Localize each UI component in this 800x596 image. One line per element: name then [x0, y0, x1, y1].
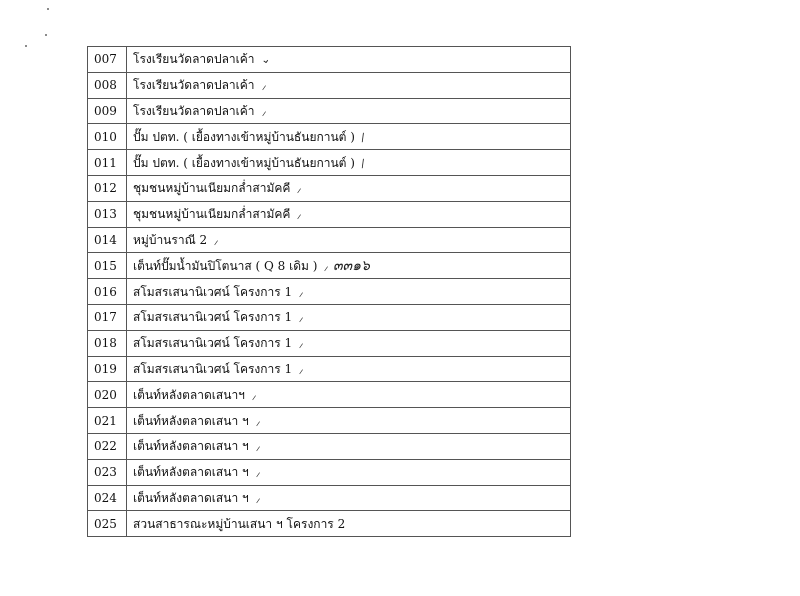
- row-code: 016: [88, 279, 127, 305]
- handwritten-check-mark: ⸝: [259, 104, 268, 119]
- row-description: เต็นท์หลังตลาดเสนา ฯ: [133, 439, 249, 454]
- handwritten-check-mark: ∕: [359, 156, 366, 170]
- handwritten-check-mark: ⸝: [253, 491, 262, 506]
- row-description: สโมสรเสนานิเวศน์ โครงการ 1: [133, 284, 293, 299]
- row-code: 022: [88, 433, 127, 459]
- row-description: เต็นท์หลังตลาดเสนา ฯ: [133, 413, 249, 428]
- row-description: ชุมชนหมู่บ้านเนียมกล่ำสามัคคี: [133, 207, 291, 222]
- row-description-cell: [127, 72, 571, 98]
- handwritten-check-mark: ⸝: [212, 233, 220, 248]
- row-description-cell: [127, 304, 571, 330]
- handwritten-note: ๓๓๑๖: [332, 257, 370, 274]
- row-code: 007: [88, 47, 127, 73]
- row-description-cell: [127, 253, 571, 279]
- row-description: เต็นท์หลังตลาดเสนา ฯ: [133, 490, 249, 505]
- row-code: 021: [88, 408, 127, 434]
- handwritten-check-mark: ⸝: [322, 259, 331, 274]
- row-description-cell: [127, 511, 571, 537]
- handwritten-check-mark: ⸝: [297, 336, 305, 351]
- table-row: [88, 175, 571, 201]
- table-row: [88, 459, 571, 485]
- row-description: โรงเรียนวัดลาดปลาเค้า: [133, 103, 255, 118]
- table-row: [88, 356, 571, 382]
- table-row: [88, 201, 571, 227]
- row-description-cell: [127, 356, 571, 382]
- row-code: 023: [88, 459, 127, 485]
- handwritten-check-mark: ⸝: [259, 78, 268, 93]
- row-description: สโมสรเสนานิเวศน์ โครงการ 1: [133, 336, 293, 351]
- row-description: เต็นท์หลังตลาดเสนา ฯ: [133, 465, 249, 480]
- handwritten-check-mark: ⸝: [295, 207, 304, 222]
- handwritten-check-mark: ⸝: [295, 181, 304, 196]
- row-description: ชุมชนหมู่บ้านเนียมกล่ำสามัคคี: [133, 181, 291, 196]
- table-row: [88, 304, 571, 330]
- row-code: 020: [88, 382, 127, 408]
- row-description-cell: [127, 201, 571, 227]
- row-code: 011: [88, 150, 127, 176]
- handwritten-check-mark: ⌄: [259, 52, 271, 68]
- table-row: [88, 408, 571, 434]
- location-table: [87, 46, 571, 537]
- row-description: สโมสรเสนานิเวศน์ โครงการ 1: [133, 310, 293, 325]
- row-code: 025: [88, 511, 127, 537]
- table-row: [88, 124, 571, 150]
- handwritten-check-mark: ⸝: [297, 310, 305, 325]
- row-description-cell: [127, 485, 571, 511]
- table-body: [88, 47, 571, 537]
- row-description: โรงเรียนวัดลาดปลาเค้า: [133, 52, 255, 67]
- row-description: หมู่บ้านราณี 2: [133, 232, 208, 247]
- row-description: สโมสรเสนานิเวศน์ โครงการ 1: [133, 361, 293, 376]
- row-description: ปั๊ม ปตท. ( เยื้องทางเข้าหมู่บ้านธันยกานต์ ): [133, 129, 355, 144]
- handwritten-check-mark: ⸝: [253, 439, 262, 454]
- row-description-cell: [127, 382, 571, 408]
- row-description-cell: [127, 279, 571, 305]
- row-description-cell: [127, 175, 571, 201]
- row-code: 024: [88, 485, 127, 511]
- row-description-cell: [127, 98, 571, 124]
- row-description: ปั๊ม ปตท. ( เยื้องทางเข้าหมู่บ้านธันยกานต์ ): [133, 155, 355, 170]
- handwritten-check-mark: ∕: [359, 130, 366, 145]
- table-row: [88, 511, 571, 537]
- row-description: เต็นท์หลังตลาดเสนาฯ: [133, 387, 245, 402]
- table-row: [88, 433, 571, 459]
- row-code: 008: [88, 72, 127, 98]
- row-description-cell: [127, 408, 571, 434]
- handwritten-check-mark: ⸝: [297, 362, 305, 377]
- scan-speck: [47, 8, 49, 10]
- handwritten-check-mark: ⸝: [253, 465, 262, 480]
- row-code: 015: [88, 253, 127, 279]
- scan-speck: [25, 45, 27, 47]
- row-code: 009: [88, 98, 127, 124]
- row-description: เต็นท์ปั๊มน้ำมันปิโตนาส ( Q 8 เดิม ): [133, 258, 318, 273]
- row-description-cell: [127, 459, 571, 485]
- row-description-cell: [127, 330, 571, 356]
- table-row: [88, 279, 571, 305]
- table-row: [88, 150, 571, 176]
- table-row: [88, 485, 571, 511]
- handwritten-check-mark: ⸝: [253, 414, 262, 428]
- row-description-cell: [127, 150, 571, 176]
- row-description-cell: [127, 433, 571, 459]
- row-description: โรงเรียนวัดลาดปลาเค้า: [133, 78, 255, 93]
- table-row: [88, 330, 571, 356]
- table-row: [88, 253, 571, 279]
- table-row: [88, 47, 571, 73]
- row-code: 018: [88, 330, 127, 356]
- table-row: [88, 98, 571, 124]
- table-row: [88, 72, 571, 98]
- row-code: 010: [88, 124, 127, 150]
- row-code: 012: [88, 175, 127, 201]
- table-row: [88, 227, 571, 253]
- row-code: 013: [88, 201, 127, 227]
- row-description: สวนสาธารณะหมู่บ้านเสนา ฯ โครงการ 2: [133, 516, 346, 531]
- handwritten-check-mark: ⸝: [297, 285, 305, 299]
- row-description-cell: [127, 124, 571, 150]
- scan-speck: [45, 34, 47, 36]
- row-code: 014: [88, 227, 127, 253]
- row-code: 017: [88, 304, 127, 330]
- row-description-cell: [127, 47, 571, 73]
- table-row: [88, 382, 571, 408]
- row-code: 019: [88, 356, 127, 382]
- row-description-cell: [127, 227, 571, 253]
- handwritten-check-mark: ⸝: [249, 388, 258, 403]
